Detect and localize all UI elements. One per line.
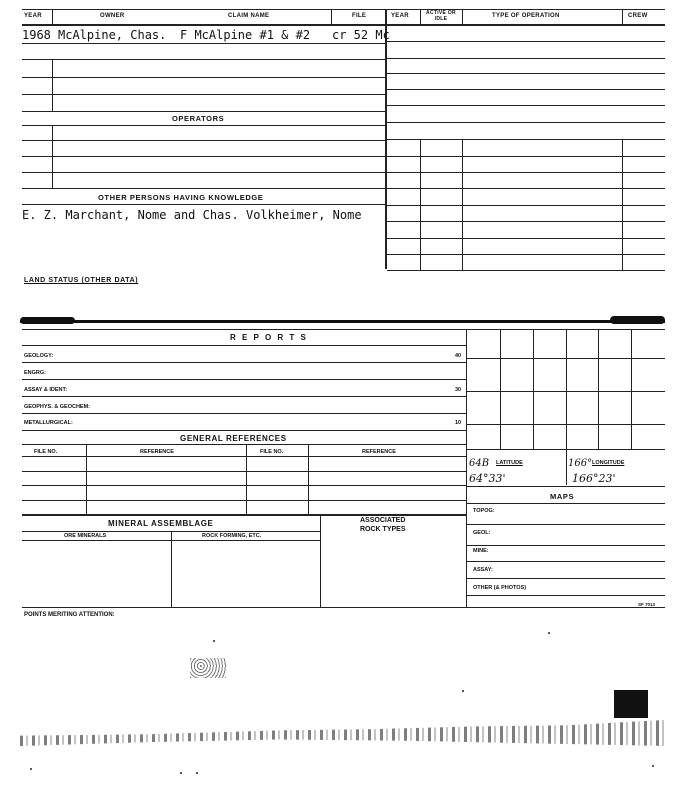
- scan-speck: [548, 632, 550, 634]
- operators-label: OPERATORS: [172, 114, 225, 123]
- entry-file: cr 52 Mc: [332, 28, 390, 42]
- latitude-value: 64°33': [469, 472, 506, 485]
- mineral-assemblage-title: MINERAL ASSEMBLAGE: [108, 519, 214, 528]
- report-geology: GEOLOGY:: [24, 353, 54, 359]
- rock-forming-header: ROCK FORMING, ETC.: [202, 533, 262, 539]
- general-references-title: GENERAL REFERENCES: [180, 434, 287, 443]
- col-active-idle-header: ACTIVE OR IDLE: [426, 10, 456, 22]
- scan-speck: [180, 772, 182, 774]
- report-geology-num: 40: [455, 353, 462, 359]
- land-status-label: LAND STATUS (OTHER DATA): [24, 277, 139, 284]
- map-assay: ASSAY:: [473, 567, 493, 573]
- report-assay-num: 30: [455, 387, 462, 393]
- scan-dark-block: [614, 690, 648, 718]
- col-crew-header: CREW: [628, 13, 648, 19]
- longitude-value: 166°23': [572, 472, 616, 485]
- ink-blot-left: [20, 317, 75, 324]
- scan-speck: [462, 690, 464, 692]
- map-mine: MINE:: [473, 548, 489, 554]
- latitude-hand-mark: 64B: [469, 458, 490, 469]
- map-topog: TOPOG:: [473, 508, 495, 514]
- reports-title: R E P O R T S: [230, 333, 308, 342]
- ref-reference-header-1: REFERENCE: [140, 449, 174, 455]
- ore-minerals-header: ORE MINERALS: [64, 533, 107, 539]
- points-meriting-attention-label: POINTS MERITING ATTENTION:: [24, 612, 115, 618]
- col-type-operation-header: TYPE OF OPERATION: [492, 13, 560, 19]
- longitude-label: LONGITUDE: [592, 460, 625, 466]
- rock-types-label: ROCK TYPES: [360, 526, 406, 533]
- scan-speck: [30, 768, 32, 770]
- scan-speckle-cluster: [190, 658, 226, 678]
- entry-year: 1968: [22, 28, 51, 42]
- col-claim-name-header: CLAIM NAME: [228, 13, 270, 19]
- report-metallurgical-num: 10: [455, 420, 462, 426]
- scan-speck: [213, 640, 215, 642]
- col-owner-header: OWNER: [100, 13, 125, 19]
- entry-owner: McAlpine, Chas.: [58, 28, 167, 42]
- associated-label: ASSOCIATED: [360, 517, 406, 524]
- col-year2-header: YEAR: [391, 13, 409, 19]
- other-persons-text: E. Z. Marchant, Nome and Chas. Volkheimer, Nome: [22, 208, 362, 222]
- report-assay: ASSAY & IDENT:: [24, 387, 68, 393]
- report-engrg: ENGRG:: [24, 370, 46, 376]
- entry-claim-name: F McAlpine #1 & #2: [180, 28, 311, 42]
- report-metallurgical: METALLURGICAL:: [24, 420, 73, 426]
- section-divider: [20, 320, 665, 323]
- scan-smudge-band: [20, 720, 665, 746]
- scan-speck: [196, 772, 198, 774]
- maps-title: MAPS: [550, 492, 575, 501]
- col-file-header: FILE: [352, 13, 367, 19]
- latitude-label: LATITUDE: [496, 460, 523, 466]
- longitude-hand-mark: 166°: [568, 458, 593, 469]
- col-year-header: YEAR: [24, 13, 42, 19]
- report-geophys: GEOPHYS. & GEOCHEM:: [24, 404, 91, 410]
- map-geol: GEOL:: [473, 530, 491, 536]
- map-other: OTHER (& PHOTOS): [473, 585, 527, 591]
- ref-reference-header-2: REFERENCE: [362, 449, 396, 455]
- form-number: SF 7013: [638, 602, 656, 607]
- ref-file-no-header-2: FILE NO.: [260, 449, 284, 455]
- ink-blot-right: [610, 316, 665, 324]
- scan-speck: [652, 765, 654, 767]
- other-persons-label: OTHER PERSONS HAVING KNOWLEDGE: [98, 193, 264, 202]
- ref-file-no-header-1: FILE NO.: [34, 449, 58, 455]
